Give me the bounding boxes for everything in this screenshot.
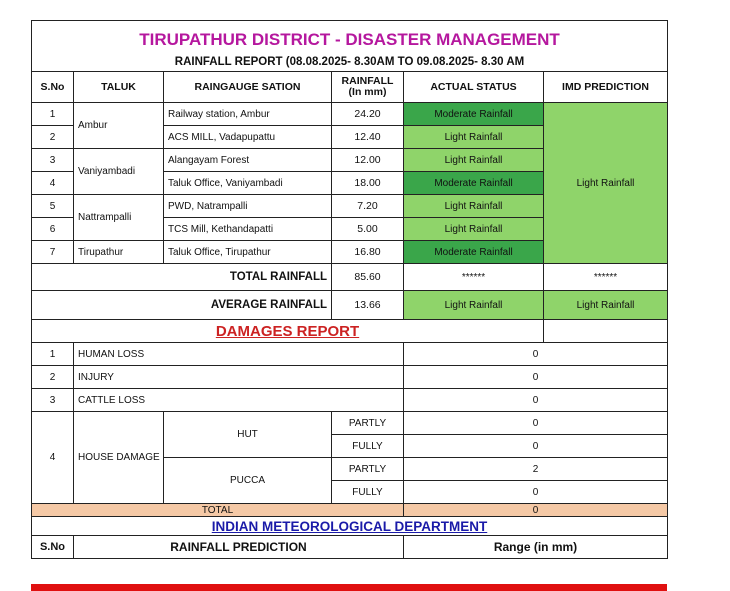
average-rainfall-imd: Light Rainfall (544, 291, 668, 320)
row-station: Taluk Office, Vaniyambadi (164, 172, 332, 195)
pucca-label: PUCCA (164, 458, 332, 504)
imd-col-range: Range (in mm) (404, 536, 668, 559)
damage-value: 0 (404, 366, 668, 389)
imd-header-row (32, 536, 668, 559)
imd-title-row (32, 517, 668, 536)
column-header-row (32, 72, 668, 103)
damages-total-label: TOTAL (32, 504, 404, 517)
total-rainfall-status: ****** (404, 264, 544, 291)
total-rainfall-value: 85.60 (332, 264, 404, 291)
row-station: PWD, Natrampalli (164, 195, 332, 218)
hut-partly-value: 0 (404, 412, 668, 435)
row-sno: 7 (32, 241, 74, 264)
row-station: Taluk Office, Tirupathur (164, 241, 332, 264)
imd-prediction-cell: Light Rainfall (544, 103, 668, 264)
row-sno: 6 (32, 218, 74, 241)
damage-sno: 1 (32, 343, 74, 366)
col-rainfall (332, 72, 404, 103)
fully-label: FULLY (332, 435, 404, 458)
damages-total-row (32, 504, 668, 517)
damage-label: CATTLE LOSS (74, 389, 404, 412)
damage-sno: 4 (32, 412, 74, 504)
average-rainfall-row (32, 291, 668, 320)
damage-value: 0 (404, 389, 668, 412)
damage-value: 0 (404, 343, 668, 366)
row-status: Light Rainfall (404, 149, 544, 172)
col-rainfall-label: RAINFALL (In mm) (341, 75, 394, 98)
row-rainfall: 5.00 (332, 218, 404, 241)
col-actual: ACTUAL STATUS (404, 72, 544, 103)
fully-label: FULLY (332, 481, 404, 504)
row-rainfall: 12.40 (332, 126, 404, 149)
row-sno: 5 (32, 195, 74, 218)
row-station: Railway station, Ambur (164, 103, 332, 126)
partly-label: PARTLY (332, 412, 404, 435)
imd-col-prediction: RAINFALL PREDICTION (74, 536, 404, 559)
damage-row-injury (32, 366, 668, 389)
damages-title-blank (544, 320, 668, 343)
report-table (31, 20, 668, 559)
total-rainfall-imd: ****** (544, 264, 668, 291)
row-status: Light Rainfall (404, 195, 544, 218)
row-sno: 4 (32, 172, 74, 195)
damages-title: DAMAGES REPORT (32, 320, 544, 343)
row-rainfall: 16.80 (332, 241, 404, 264)
row-station: TCS Mill, Kethandapatti (164, 218, 332, 241)
row-station: ACS MILL, Vadapupattu (164, 126, 332, 149)
pucca-partly-value: 2 (404, 458, 668, 481)
row-status: Moderate Rainfall (404, 103, 544, 126)
taluk-vaniyambadi: Vaniyambadi (74, 149, 164, 195)
house-damage-row (32, 412, 668, 435)
row-status: Light Rainfall (404, 126, 544, 149)
taluk-tirupathur: Tirupathur (74, 241, 164, 264)
damages-title-row (32, 320, 668, 343)
red-divider-bar (31, 584, 667, 591)
report-title: TIRUPATHUR DISTRICT - DISASTER MANAGEMENT (32, 21, 668, 54)
row-station: Alangayam Forest (164, 149, 332, 172)
report-sheet (31, 20, 667, 591)
taluk-ambur: Ambur (74, 103, 164, 149)
taluk-nattrampalli: Nattrampalli (74, 195, 164, 241)
imd-section-title: INDIAN METEOROLOGICAL DEPARTMENT (32, 517, 668, 536)
damages-total-value: 0 (404, 504, 668, 517)
col-imd: IMD PREDICTION (544, 72, 668, 103)
row-status: Light Rainfall (404, 218, 544, 241)
total-rainfall-row (32, 264, 668, 291)
row-sno: 1 (32, 103, 74, 126)
row-rainfall: 24.20 (332, 103, 404, 126)
row-rainfall: 12.00 (332, 149, 404, 172)
damage-row-human (32, 343, 668, 366)
partly-label: PARTLY (332, 458, 404, 481)
table-row (32, 103, 668, 126)
row-rainfall: 7.20 (332, 195, 404, 218)
damage-row-cattle (32, 389, 668, 412)
row-sno: 2 (32, 126, 74, 149)
report-subtitle: RAINFALL REPORT (08.08.2025- 8.30AM TO 09.08.2025- 8.30 AM (32, 53, 668, 72)
row-sno: 3 (32, 149, 74, 172)
row-status: Moderate Rainfall (404, 172, 544, 195)
house-damage-label: HOUSE DAMAGE (74, 412, 164, 504)
average-rainfall-status: Light Rainfall (404, 291, 544, 320)
row-rainfall: 18.00 (332, 172, 404, 195)
damage-sno: 3 (32, 389, 74, 412)
total-rainfall-label: TOTAL RAINFALL (32, 264, 332, 291)
col-taluk: TALUK (74, 72, 164, 103)
average-rainfall-label: AVERAGE RAINFALL (32, 291, 332, 320)
hut-fully-value: 0 (404, 435, 668, 458)
row-status: Moderate Rainfall (404, 241, 544, 264)
damage-label: HUMAN LOSS (74, 343, 404, 366)
hut-label: HUT (164, 412, 332, 458)
damage-label: INJURY (74, 366, 404, 389)
damage-sno: 2 (32, 366, 74, 389)
average-rainfall-value: 13.66 (332, 291, 404, 320)
col-station: RAINGAUGE SATION (164, 72, 332, 103)
pucca-fully-value: 0 (404, 481, 668, 504)
col-sno: S.No (32, 72, 74, 103)
imd-col-sno: S.No (32, 536, 74, 559)
